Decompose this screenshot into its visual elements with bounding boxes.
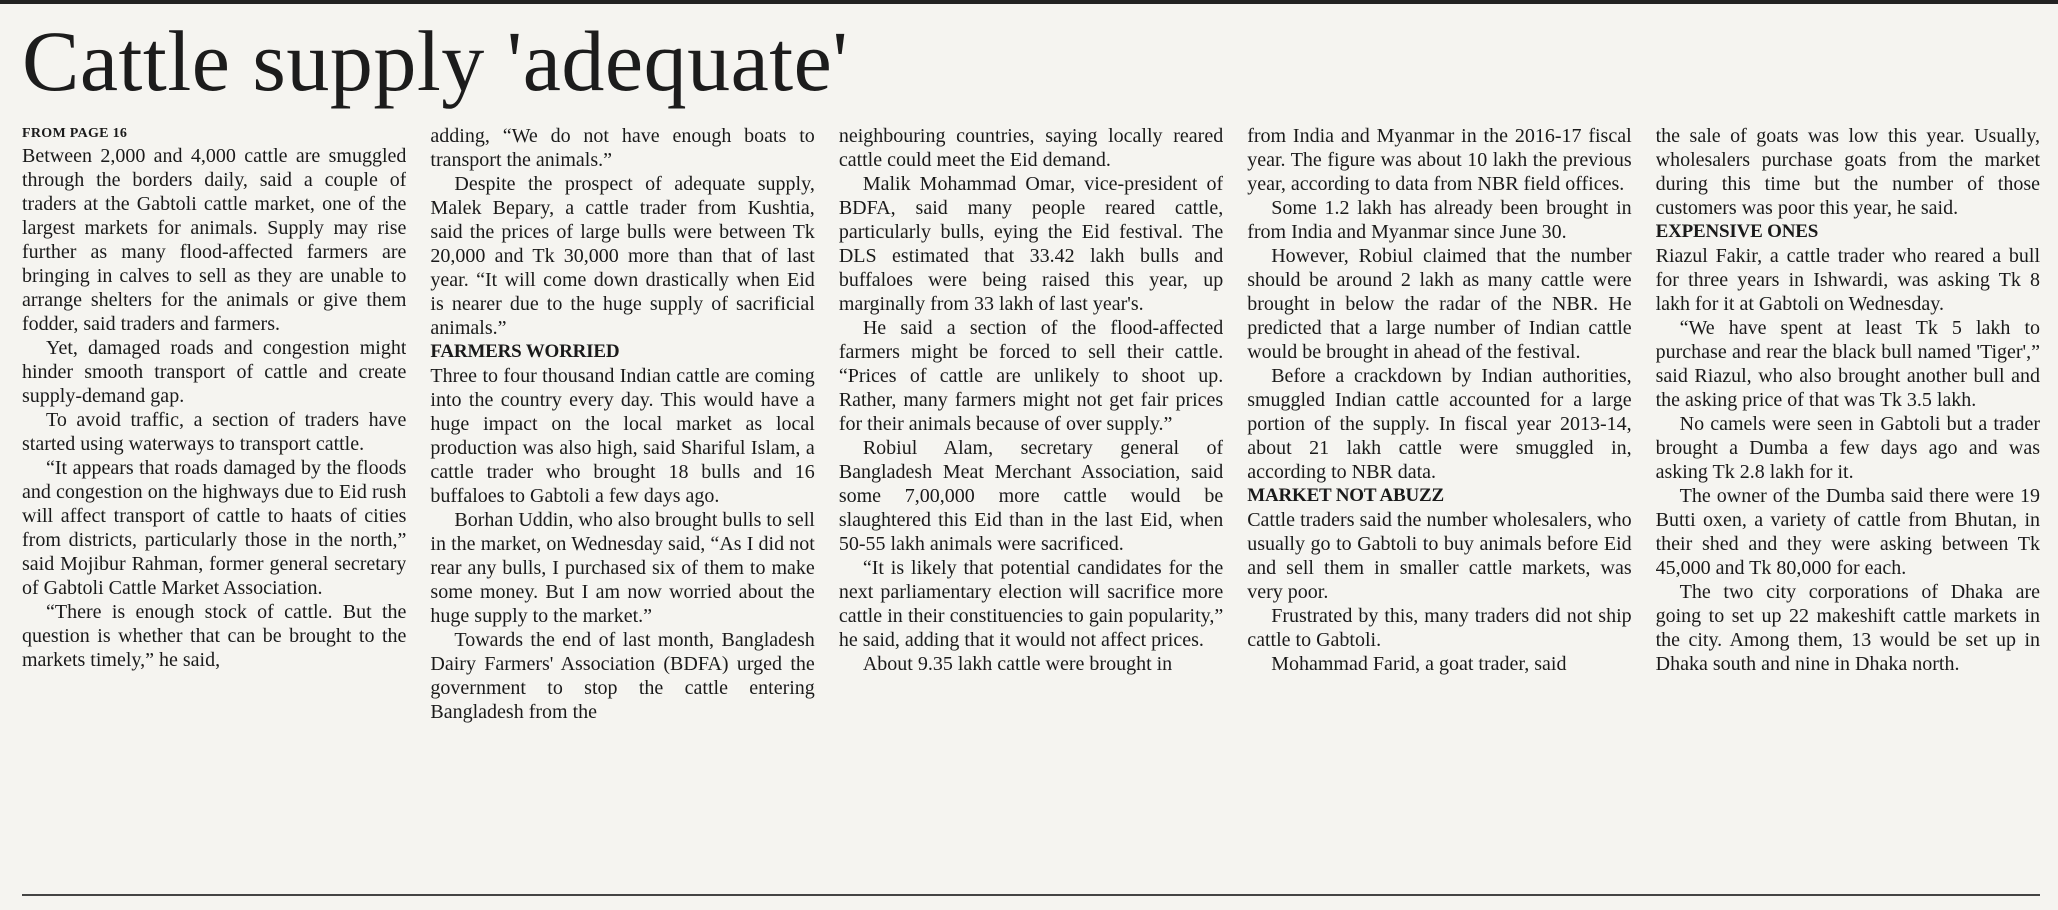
paragraph: Towards the end of last month, Bangladesh Dairy Farmers' Association (BDFA) urged the government to stop the cattle entering Bangladesh from the — [430, 629, 815, 723]
paragraph: Some 1.2 lakh has already been brought in from India and Myanmar since June 30. — [1247, 197, 1632, 243]
paragraph: Three to four thousand Indian cattle are coming into the country every day. This would have a huge impact on the local market as local production was also high, said Shariful Islam, a cattle trader who brought 18 bulls and 16 buffaloes to Gabtoli a few days ago. — [430, 365, 815, 507]
top-rule — [0, 0, 2058, 4]
paragraph: “It is likely that potential candidates for the next parliamentary election will sacrifice more cattle in their constituencies to gain popularity,” he said, adding that it would not affect prices. — [838, 557, 1224, 651]
bottom-rule — [22, 894, 2040, 896]
paragraph: To avoid traffic, a section of traders have started using waterways to transport cattle. — [22, 409, 407, 455]
paragraph: Robiul Alam, secretary general of Bangladesh Meat Merchant Association, said some 7,00,000 more cattle would be slaughtered this Eid than in the last Eid, when 50-55 lakh animals were sacrificed. — [838, 437, 1224, 555]
paragraph: Before a crackdown by Indian authorities, smuggled Indian cattle accounted for a large portion of the supply. In fiscal year 2013-14, about 21 lakh cattle were smuggled in, according to NBR data. — [1247, 365, 1632, 483]
paragraph: Despite the prospect of adequate supply, Malek Bepary, a cattle trader from Kushtia, said the prices of large bulls were between Tk 20,000 and Tk 30,000 more than that of last year. “It will come down drastically when Eid is nearer due to the huge supply of sacrificial animals.” — [430, 173, 815, 339]
column-3 — [839, 124, 1223, 884]
subhead-farmers-worried: FARMERS WORRIED — [430, 341, 620, 362]
paragraph: neighbouring countries, saying locally reared cattle could meet the Eid demand. — [838, 125, 1224, 171]
paragraph: Yet, damaged roads and congestion might hinder smooth transport of cattle and create supply-demand gap. — [22, 337, 407, 407]
paragraph: However, Robiul claimed that the number should be around 2 lakh as many cattle were brought in below the radar of the NBR. He predicted that a large number of Indian cattle would be brought in ahead of the festival. — [1247, 245, 1632, 363]
subhead-market-not-abuzz: MARKET NOT ABUZZ — [1247, 485, 1444, 506]
paragraph: The two city corporations of Dhaka are going to set up 22 makeshift cattle markets in the city. Among them, 13 would be set up in Dhaka south and nine in Dhaka north. — [1655, 581, 2041, 675]
paragraph: About 9.35 lakh cattle were brought in — [862, 653, 1173, 675]
paragraph: from India and Myanmar in the 2016-17 fiscal year. The figure was about 10 lakh the previous year, according to data from NBR field offices. — [1247, 125, 1632, 195]
column-5 — [1656, 124, 2040, 884]
kicker: FROM PAGE 16 — [22, 126, 128, 141]
paragraph: Malik Mohammad Omar, vice-president of BDFA, said many people reared cattle, particularly bulls, eying the Eid festival. The DLS estimated that 33.42 lakh bulls and buffaloes were being raised this year, up marginally from 33 lakh of last year's. — [838, 173, 1224, 315]
paragraph: “There is enough stock of cattle. But the question is whether that can be brought to the markets timely,” he said, — [22, 601, 407, 671]
paragraph: adding, “We do not have enough boats to transport the animals.” — [430, 125, 815, 171]
paragraph: “We have spent at least Tk 5 lakh to purchase and rear the black bull named 'Tiger',” said Riazul, who also brought another bull and the asking price of that was Tk 3.5 lakh. — [1655, 317, 2041, 411]
paragraph: He said a section of the flood-affected farmers might be forced to sell their cattle. “Prices of cattle are unlikely to shoot up. Rather, many farmers might not get fair prices for their animals because of over supply.” — [838, 317, 1224, 435]
paragraph: Riazul Fakir, a cattle trader who reared a bull for three years in Ishwardi, was asking Tk 8 lakh for it at Gabtoli on Wednesday. — [1655, 245, 2041, 315]
paragraph: “It appears that roads damaged by the floods and congestion on the highways due to Eid rush will affect transport of cattle to haats of cities from districts, particularly those in the north,” said Mojibur Rahman, former general secretary of Gabtoli Cattle Market Association. — [22, 457, 407, 599]
column-4 — [1247, 124, 1631, 884]
paragraph: the sale of goats was low this year. Usually, wholesalers purchase goats from the market during this time but the number of those customers was poor this year, he said. — [1655, 125, 2041, 219]
paragraph: Frustrated by this, many traders did not ship cattle to Gabtoli. — [1247, 605, 1632, 651]
paragraph: Borhan Uddin, who also brought bulls to sell in the market, on Wednesday said, “As I did not rear any bulls, I purchased six of them to make some money. But I am now worried about the huge supply to the market.” — [430, 509, 815, 627]
column-1 — [22, 124, 406, 884]
column-2 — [430, 124, 814, 884]
subhead-expensive-ones: EXPENSIVE ONES — [1655, 221, 1819, 242]
paragraph: The owner of the Dumba said there were 19 Butti oxen, a variety of cattle from Bhutan, in their shed and they were asking between Tk 45,000 and Tk 80,000 for each. — [1655, 485, 2041, 579]
paragraph: Mohammad Farid, a goat trader, said — [1271, 653, 1567, 675]
article-body — [22, 124, 2040, 884]
headline: Cattle supply 'adequate' — [22, 13, 849, 109]
paragraph: No camels were seen in Gabtoli but a trader brought a Dumba a few days ago and was asking Tk 2.8 lakh for it. — [1655, 413, 2041, 483]
paragraph: Cattle traders said the number wholesalers, who usually go to Gabtoli to buy animals before Eid and sell them in smaller cattle markets, was very poor. — [1247, 509, 1632, 603]
paragraph: Between 2,000 and 4,000 cattle are smuggled through the borders daily, said a couple of traders at the Gabtoli cattle market, one of the largest markets for animals. Supply may rise further as many flood-affected farmers are bringing in calves to sell as they are unable to arrange shelters for the animals or give them fodder, said traders and farmers. — [22, 145, 407, 335]
